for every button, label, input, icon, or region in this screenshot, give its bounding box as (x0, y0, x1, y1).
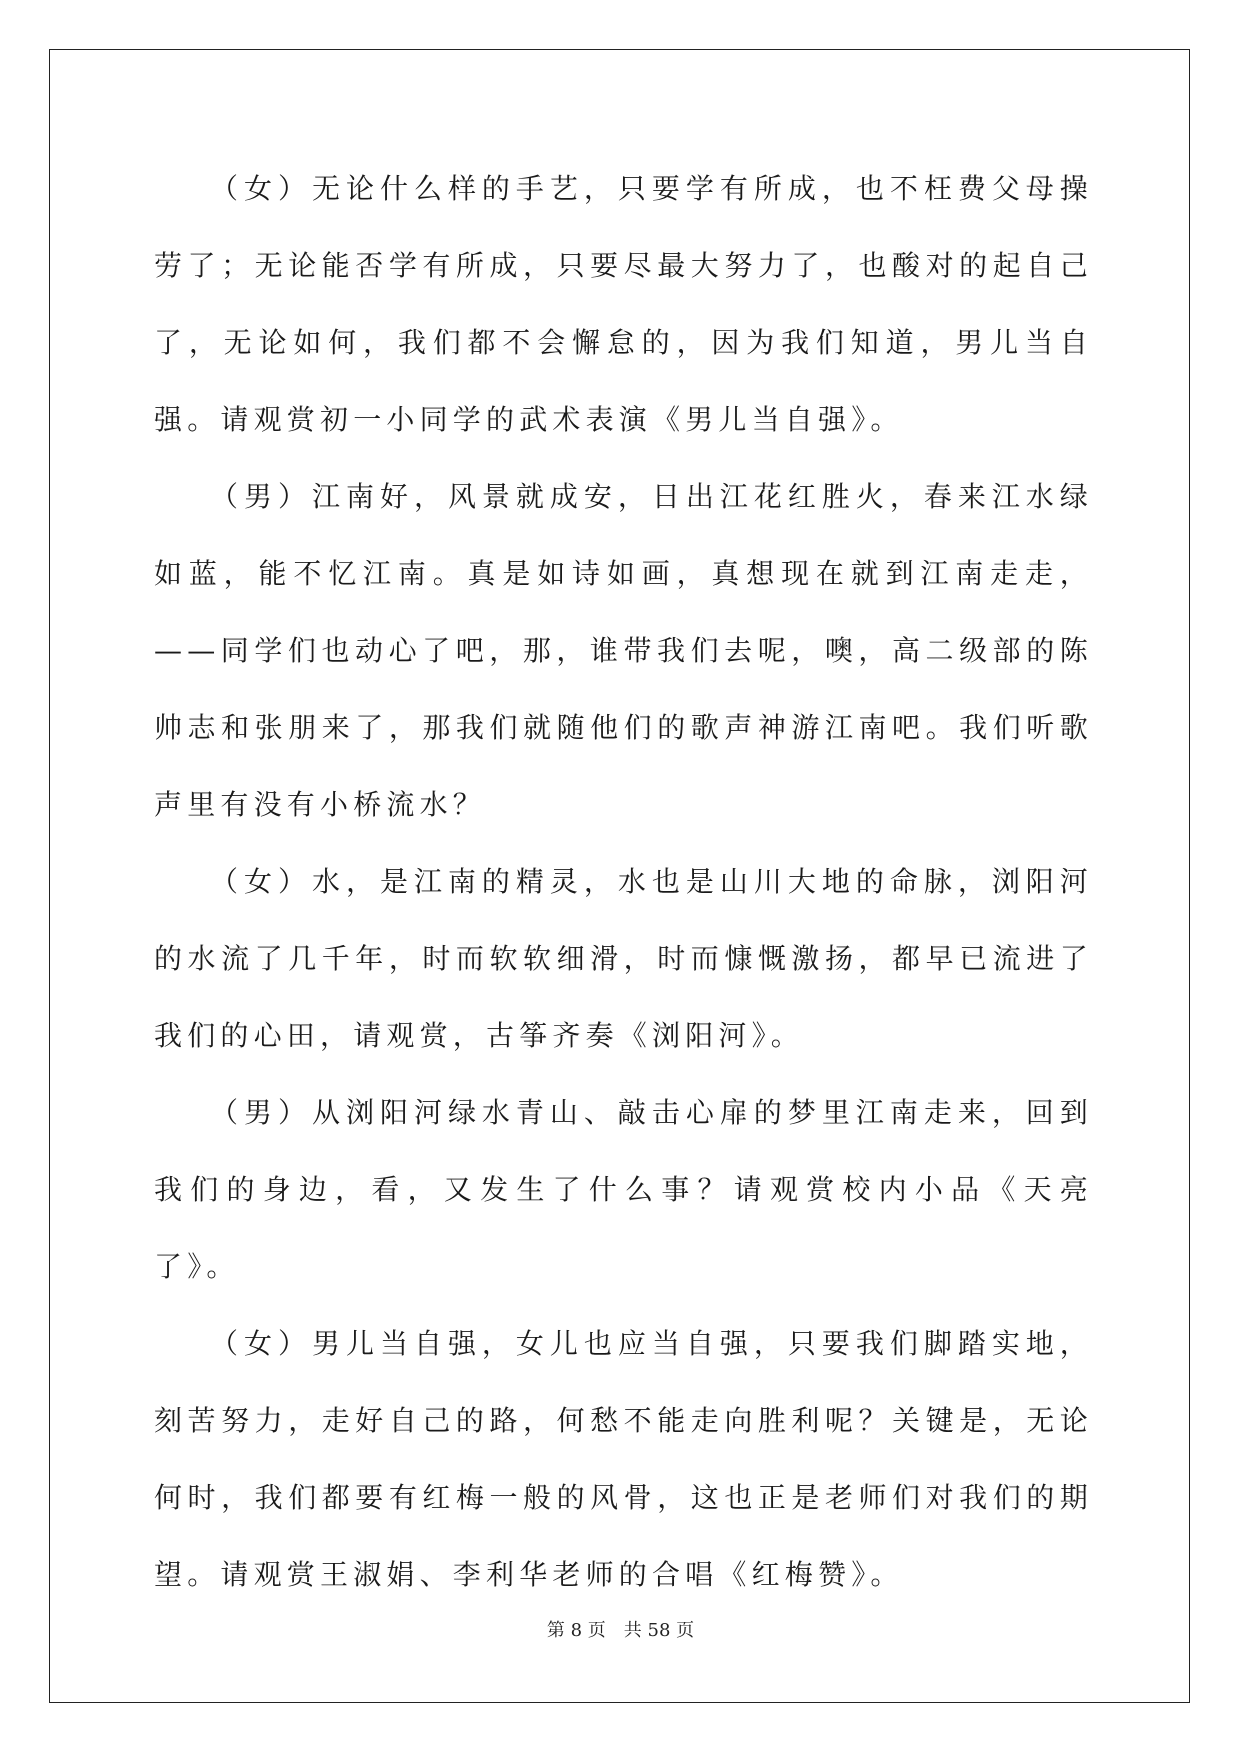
paragraph: （男）从浏阳河绿水青山、敲击心扉的梦里江南走来，回到我们的身边，看，又发生了什么事？请观赏校内小品《天亮了》。 (154, 1096, 1093, 1283)
document-body (154, 150, 1093, 1613)
paragraph: （女）无论什么样的手艺，只要学有所成，也不枉费父母操劳了；无论能否学有所成，只要尽最大努力了，也酸对的起自己了，无论如何，我们都不会懈怠的，因为我们知道，男儿当自强。请观赏初一小同学的武术表演《男儿当自强》。 (154, 172, 1093, 436)
page-number: 第 8 页 (546, 1620, 606, 1641)
page-footer (0, 1619, 1241, 1643)
paragraph: （男）江南好，风景就成安，日出江花红胜火，春来江水绿如蓝，能不忆江南。真是如诗如画，真想现在就到江南走走，——同学们也动心了吧，那，谁带我们去呢，噢，高二级部的陈帅志和张朋来了，那我们就随他们的歌声神游江南吧。我们听歌声里有没有小桥流水？ (154, 480, 1093, 821)
paragraph: （女）水，是江南的精灵，水也是山川大地的命脉，浏阳河的水流了几千年，时而软软细滑，时而慷慨激扬，都早已流进了我们的心田，请观赏，古筝齐奏《浏阳河》。 (154, 865, 1093, 1052)
page-total: 共 58 页 (623, 1620, 695, 1641)
paragraph: （女）男儿当自强，女儿也应当自强，只要我们脚踏实地，刻苦努力，走好自己的路，何愁不能走向胜利呢？关键是，无论何时，我们都要有红梅一般的风骨，这也正是老师们对我们的期望。请观赏王淑娟、李利华老师的合唱《红梅赞》。 (154, 1327, 1093, 1591)
